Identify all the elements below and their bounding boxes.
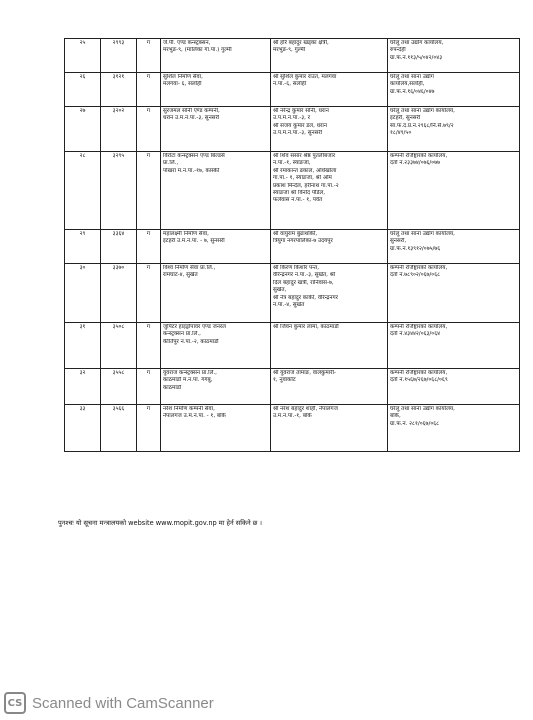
registration-number-cell: ३२९५ xyxy=(101,152,137,230)
registering-office-cell xyxy=(388,405,520,452)
cell-text-line: दर्ता नं.२३३७४/०७६/०७७ xyxy=(390,160,441,167)
registration-number-cell: ३२०२ xyxy=(101,107,137,152)
cell-text-line: श्री संजय कुमार डल, धरान xyxy=(273,122,327,129)
cell-text-line: दर्ता नं.४३४४२/०६३/०६४ xyxy=(390,331,441,338)
class-cell: ग xyxy=(137,39,161,73)
postscript-note: पुनश्चः यो सूचना मन्त्रालयको website www.mopit.gov.np मा हेर्न सकिने छ । xyxy=(58,519,262,527)
camscanner-logo-icon: CS xyxy=(4,692,26,714)
serial-number-cell: ३३ xyxy=(65,405,101,452)
cell-text-line: श्री किरण किशोर पन्त, xyxy=(273,265,319,271)
cell-text-line: श्री सुशिल कुमार राउत, मलंगवा xyxy=(273,74,337,80)
firm-name-address-cell xyxy=(161,107,271,152)
cell-text-line: युवराज कन्स्ट्रक्सन प्रा.लि., xyxy=(163,370,217,376)
class-cell: ग xyxy=(137,369,161,405)
cell-text-line: सुरजमल सोनी एण्ड कम्पनी, xyxy=(163,108,220,114)
table-row xyxy=(65,152,520,230)
firm-name-address-cell xyxy=(161,39,271,73)
registration-number-cell: ३५६६ xyxy=(101,405,137,452)
cell-text-line: दिल बहादुर खत्री, रानिवास-७, xyxy=(273,279,334,286)
registering-office-cell xyxy=(388,369,520,405)
cell-text-line: इटहरी उ.म.न.पा. - ७, सुनसरी xyxy=(163,238,225,245)
registration-number-cell: ३५५८ xyxy=(101,369,137,405)
cell-text-line: विरोटा कन्स्ट्रक्सन एण्ड बिल्डर्स xyxy=(163,153,225,159)
cell-text-line: सा.फ.द.प्र.न.२९६८/नि.से.७९/२ xyxy=(390,122,454,129)
cell-text-line: ग्रा.फ.नं.११३/५/०४२/०४३ xyxy=(390,54,443,61)
cell-text-line: ग्रा.फ.नं. २८१/०६७/०६८ xyxy=(390,420,440,427)
table-row xyxy=(65,39,520,73)
cell-text-line: घरेलु तथा साना उद्योग कार्यालय, xyxy=(390,406,455,412)
cell-text-line: श्री जिवन कुमार लामा, काठमाडौं xyxy=(273,324,339,330)
owner-name-address-cell xyxy=(271,405,388,452)
cell-text-line: प्रकाश मिन्देल, हरीनाथ गा.पा.-२ xyxy=(273,182,339,189)
cell-text-line: जे.पी. एण्ड कन्स्ट्रक्सन, xyxy=(163,40,211,46)
firm-name-address-cell xyxy=(161,405,271,452)
registration-table xyxy=(64,38,520,452)
cell-text-line: उ.प.म.न.पा.-३, र xyxy=(273,115,310,122)
serial-number-cell: २९ xyxy=(65,230,101,264)
cell-text-line: बाँके, xyxy=(390,413,401,420)
owner-name-address-cell xyxy=(271,369,388,405)
cell-text-line: श्री नरेश बहादुर शाही, नेपालगंज xyxy=(273,406,338,412)
cell-text-line: ग्रा.फ.नं.१३९१२/०७५/७६ xyxy=(390,245,441,252)
owner-name-address-cell xyxy=(271,39,388,73)
cell-text-line: मलंगवा- ६, सर्लाही xyxy=(163,81,202,88)
serial-number-cell: २५ xyxy=(65,39,101,73)
registration-number-cell: ३३७० xyxy=(101,264,137,323)
cell-text-line: कम्पनी रजिष्ट्रारको कार्यालय, xyxy=(390,324,448,330)
camscanner-text: Scanned with CamScanner xyxy=(32,694,214,712)
cell-text-line: श्री नेत्र बहादुर कार्की, वीरेन्द्रनगर xyxy=(273,294,338,301)
cell-text-line: श्री नरेन्द्र कुमार सोनी, धरान xyxy=(273,108,329,114)
cell-text-line: न.पा.-१, स्याङजा, xyxy=(273,160,311,167)
class-cell: ग xyxy=(137,152,161,230)
cell-text-line: रुपन्देही xyxy=(390,47,406,54)
serial-number-cell: २७ xyxy=(65,107,101,152)
cell-text-line: फलेवास न.पा.- १, पर्वत xyxy=(273,197,323,204)
cell-text-line: ग्रा.फ.नं.१६/०४६/०४७ xyxy=(390,88,435,95)
cell-text-line: काठमाडौं xyxy=(163,384,182,391)
cell-text-line: १८/४९/५० xyxy=(390,130,412,137)
camscanner-footer xyxy=(4,692,214,714)
class-cell: ग xyxy=(137,323,161,369)
owner-name-address-cell xyxy=(271,264,388,323)
registering-office-cell xyxy=(388,152,520,230)
class-cell: ग xyxy=(137,107,161,152)
cell-text-line: दर्ता नं.७८९०२/०६७/०६८ xyxy=(390,272,441,279)
registration-number-cell: २९९३ xyxy=(101,39,137,73)
cell-text-line: श्री वायुराम बुढाथोकी, xyxy=(273,231,318,237)
cell-text-line: कम्पनी रजिष्ट्रारको कार्यालय, xyxy=(390,265,448,271)
cell-text-line: पोखरा म.न.पा.-१७, कास्की xyxy=(163,167,220,174)
table-row xyxy=(65,264,520,323)
cell-text-line: मरभुङ-९, (मालिका गा.पा.) गुल्मी xyxy=(163,47,232,54)
serial-number-cell: ३० xyxy=(65,264,101,323)
cell-text-line: विश्व निर्माण सेवा प्रा.लि., xyxy=(163,265,216,271)
owner-name-address-cell xyxy=(271,73,388,107)
cell-text-line: घरेलु तथा उद्योग कार्यालय, xyxy=(390,40,444,46)
cell-text-line: घरेलु तथा साना उद्योग कार्यालय, xyxy=(390,231,455,237)
serial-number-cell: २६ xyxy=(65,73,101,107)
serial-number-cell: २८ xyxy=(65,152,101,230)
cell-text-line: श्री हरि बहादुर खड्का क्षेत्री, xyxy=(273,40,329,46)
cell-text-line: न.पा.-६, सर्लाही xyxy=(273,81,307,88)
registering-office-cell xyxy=(388,230,520,264)
registering-office-cell xyxy=(388,107,520,152)
firm-name-address-cell xyxy=(161,152,271,230)
firm-name-address-cell xyxy=(161,230,271,264)
class-cell: ग xyxy=(137,405,161,452)
firm-name-address-cell xyxy=(161,323,271,369)
registration-number-cell: ३३६४ xyxy=(101,230,137,264)
cell-text-line: कीर्तिपुर न.पा.-२, काठमाडौं xyxy=(163,338,219,345)
cell-text-line: उ.म.न.पा.-१, बाँके xyxy=(273,413,312,420)
table-row xyxy=(65,107,520,152)
cell-text-line: प्रा.लि., xyxy=(163,160,179,167)
class-cell: ग xyxy=(137,264,161,323)
registering-office-cell xyxy=(388,73,520,107)
cell-text-line: १, नुवाकोट xyxy=(273,377,296,384)
table-row xyxy=(65,73,520,107)
cell-text-line: न.पा.-४, सुर्खेत xyxy=(273,302,305,309)
cell-text-line: स्याङजा श्री विनोद पौडेल, xyxy=(273,190,326,197)
registration-number-cell: ३५०८ xyxy=(101,323,137,369)
cell-text-line: दर्ता नं.१५६७/२६७/०६८/०६९ xyxy=(390,377,448,384)
owner-name-address-cell xyxy=(271,107,388,152)
cell-text-line: कार्यालय,सर्लाही, xyxy=(390,81,425,88)
cell-text-line: श्री शिव संसार श्रेष्ठ पुतलीबजार xyxy=(273,153,336,159)
registering-office-cell xyxy=(388,323,520,369)
cell-text-line: श्री युवराज तामाङ, वालकुमारी- xyxy=(273,370,336,376)
firm-name-address-cell xyxy=(161,369,271,405)
firm-name-address-cell xyxy=(161,264,271,323)
cell-text-line: महालक्ष्मी निर्माण सेवा, xyxy=(163,231,209,237)
cell-text-line: त्रियुगा नगरपालिका-७ उदयपुर xyxy=(273,238,333,245)
registering-office-cell xyxy=(388,264,520,323)
cell-text-line: नरेश निर्माण कम्पनी सेवा, xyxy=(163,406,215,412)
cell-text-line: नेपालगंज उ.म.न.पा. - १, बाँके xyxy=(163,413,226,420)
cell-text-line: घरेलु तथा साना उद्योग कार्यालय, xyxy=(390,108,455,114)
firm-name-address-cell xyxy=(161,73,271,107)
cell-text-line: धरान उ.म.न.पा.-३, सुनसरी xyxy=(163,115,220,122)
cell-text-line: श्री रमाकान्त ढकाल, अधिखोला xyxy=(273,167,337,174)
cell-text-line: उ.प.म.न.पा.-३, सुनसरी xyxy=(273,130,323,137)
cell-text-line: काठमाडौं म.न.पा. गंगबु, xyxy=(163,377,213,384)
registration-number-cell: ३१२१ xyxy=(101,73,137,107)
table-row xyxy=(65,323,520,369)
cell-text-line: गा.पा.- १, स्याङजा, श्री ओम xyxy=(273,175,332,182)
cell-text-line: सुर्खेत, xyxy=(273,287,287,294)
cell-text-line: कम्पनी रजिष्ट्रारको कार्यालय, xyxy=(390,153,448,159)
serial-number-cell: ३२ xyxy=(65,369,101,405)
owner-name-address-cell xyxy=(271,323,388,369)
cell-text-line: कम्पनी रजिष्ट्रारको कार्यालय, xyxy=(390,370,448,376)
table-row xyxy=(65,369,520,405)
class-cell: ग xyxy=(137,73,161,107)
registration-table-body xyxy=(65,39,520,452)
cell-text-line: जुपिटर हाइड्रोपावर एण्ड जनरल xyxy=(163,324,226,330)
cell-text-line: कन्स्ट्रक्सन प्रा.लि., xyxy=(163,331,201,338)
table-row xyxy=(65,230,520,264)
cell-text-line: वीरेन्द्रनगर न.पा.-३, सुर्खेत, श्री xyxy=(273,272,336,279)
cell-text-line: मरभुङ-९, गुल्मी xyxy=(273,47,306,54)
registering-office-cell xyxy=(388,39,520,73)
owner-name-address-cell xyxy=(271,152,388,230)
table-row xyxy=(65,405,520,452)
cell-text-line: सुनसरी, xyxy=(390,238,407,245)
serial-number-cell: ३१ xyxy=(65,323,101,369)
cell-text-line: रामघाट-४, सुर्खेत xyxy=(163,272,198,279)
cell-text-line: सुशिल निर्माण सेवा, xyxy=(163,74,203,80)
cell-text-line: घरेलु तथा साना उद्योग xyxy=(390,74,434,80)
cell-text-line: इटहरी, सुनसरी xyxy=(390,115,421,122)
owner-name-address-cell xyxy=(271,230,388,264)
class-cell: ग xyxy=(137,230,161,264)
